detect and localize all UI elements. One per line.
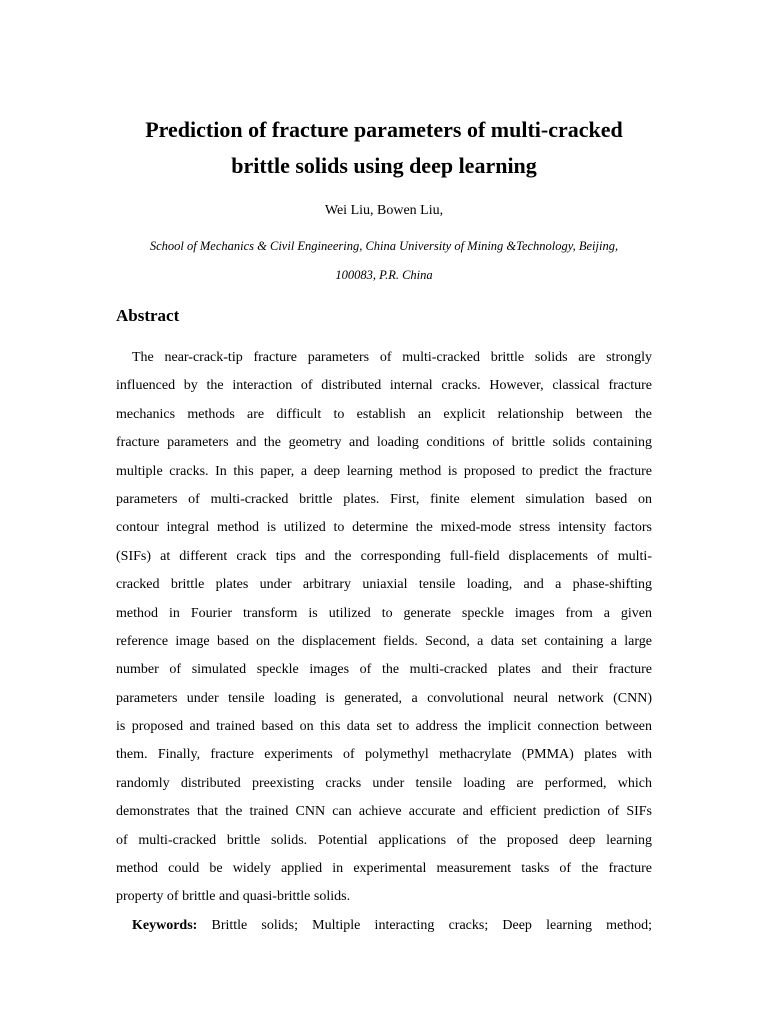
abstract-line: them. Finally, fracture experiments of polymethyl methacrylate (PMMA) plates with bbox=[116, 747, 652, 763]
abstract-line: fracture parameters and the geometry and loading conditions of brittle solids containing bbox=[116, 435, 652, 451]
title-line-1: Prediction of fracture parameters of multi-cracked bbox=[145, 117, 623, 142]
keywords-line bbox=[116, 912, 652, 940]
affiliation bbox=[116, 232, 652, 290]
abstract-line: parameters of multi-cracked brittle plates. First, finite element simulation based on bbox=[116, 491, 652, 507]
abstract-line: property of brittle and quasi-brittle solids. bbox=[116, 889, 351, 905]
abstract-line: influenced by the interaction of distributed internal cracks. However, classical fracture bbox=[116, 378, 652, 394]
abstract-line: of multi-cracked brittle solids. Potential applications of the proposed deep learning bbox=[116, 832, 652, 848]
keywords-text: Brittle solids; Multiple interacting cracks; Deep learning method; bbox=[211, 917, 653, 933]
abstract-line: The near-crack-tip fracture parameters of multi-cracked brittle solids are strongly bbox=[132, 350, 652, 365]
affiliation-line-1: School of Mechanics & Civil Engineering, China University of Mining &Technology, Beijing, bbox=[149, 239, 619, 253]
abstract-line: parameters under tensile loading is generated, a convolutional neural network (CNN) bbox=[116, 690, 652, 706]
abstract-heading: Abstract bbox=[116, 306, 180, 325]
abstract-line: demonstrates that the trained CNN can achieve accurate and efficient prediction of SIFs bbox=[116, 804, 652, 820]
abstract-line: (SIFs) at different crack tips and the corresponding full-field displacements of multi- bbox=[116, 548, 652, 564]
affiliation-line-2: 100083, P.R. China bbox=[335, 268, 433, 282]
abstract-line: cracked brittle plates under arbitrary uniaxial tensile loading, and a phase-shifting bbox=[116, 577, 652, 593]
abstract-line: method could be widely applied in experimental measurement tasks of the fracture bbox=[116, 861, 652, 877]
authors: Wei Liu, Bowen Liu, bbox=[324, 203, 444, 218]
abstract-line: reference image based on the displacement fields. Second, a data set containing a large bbox=[116, 633, 652, 649]
abstract-line: multiple cracks. In this paper, a deep learning method is proposed to predict the fracture bbox=[116, 463, 652, 479]
abstract-line: number of simulated speckle images of the multi-cracked plates and their fracture bbox=[116, 662, 652, 678]
paper-title bbox=[100, 112, 668, 184]
abstract-line: randomly distributed preexisting cracks under tensile loading are performed, which bbox=[116, 775, 652, 791]
abstract-body bbox=[116, 344, 652, 940]
keywords-label: Keywords: bbox=[132, 917, 198, 933]
abstract-line: mechanics methods are difficult to establish an explicit relationship between the bbox=[116, 406, 652, 422]
title-line-2: brittle solids using deep learning bbox=[231, 153, 537, 178]
abstract-line: method in Fourier transform is utilized to generate speckle images from a given bbox=[116, 605, 652, 621]
abstract-line: contour integral method is utilized to determine the mixed-mode stress intensity factors bbox=[116, 520, 652, 536]
abstract-line: is proposed and trained based on this data set to address the implicit connection between bbox=[116, 719, 652, 735]
